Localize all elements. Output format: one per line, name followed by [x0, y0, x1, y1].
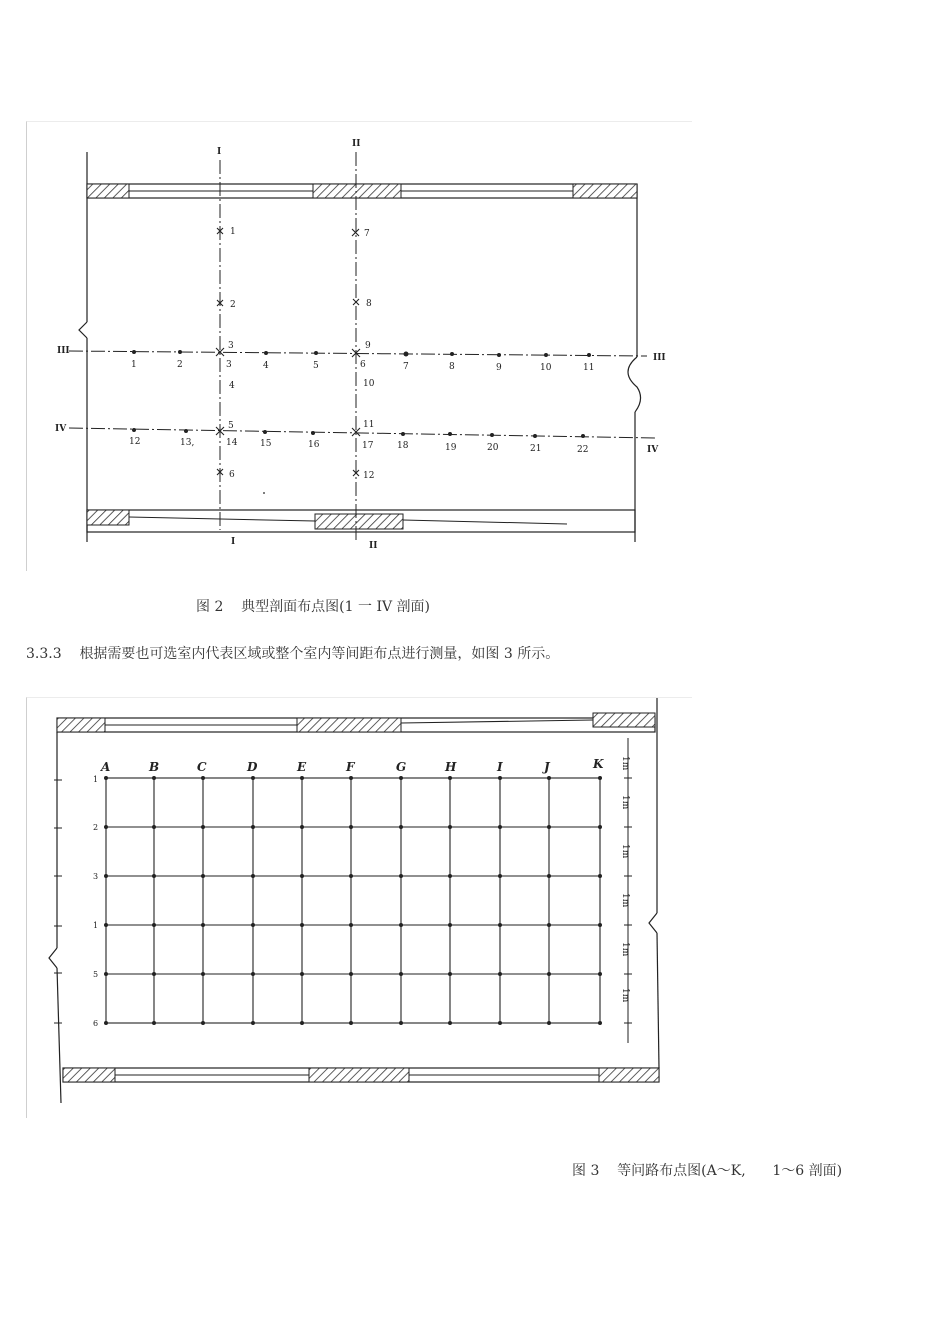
grid-point: [152, 923, 156, 927]
row-label: 2: [93, 823, 99, 832]
measurement-grid: [106, 778, 600, 1023]
grid-point: [399, 874, 403, 878]
grid-point: [448, 825, 452, 829]
grid-point: [152, 972, 156, 976]
left-break-mark: [49, 948, 57, 968]
grid-point: [104, 825, 108, 829]
grid-point: [349, 1021, 353, 1025]
grid-point: [104, 972, 108, 976]
point-marker: [311, 431, 315, 435]
grid-point: [104, 874, 108, 878]
point-label: 11: [363, 420, 375, 430]
right-wall-lower: [657, 933, 659, 1068]
point-label: 11: [583, 363, 595, 373]
point-marker: [264, 351, 268, 355]
column-labels: [100, 757, 604, 774]
point-label: 18: [397, 441, 409, 451]
grid-point: [498, 923, 502, 927]
grid-point: [547, 1021, 551, 1025]
grid-point: [598, 1021, 602, 1025]
point-label: 4: [229, 381, 235, 391]
grid-point: [547, 874, 551, 878]
grid-point: [349, 972, 353, 976]
point-label: 9: [365, 341, 371, 351]
paragraph-number: 3.3.3: [26, 646, 62, 662]
row-label: 6: [93, 1019, 99, 1028]
figure-3-caption: [572, 1160, 842, 1180]
point-marker: [314, 351, 318, 355]
point-label: 6: [229, 470, 235, 480]
section-label-iv-right: IV: [647, 445, 659, 455]
point-label: 16: [308, 440, 320, 450]
grid-point: [349, 825, 353, 829]
grid-point: [498, 1021, 502, 1025]
grid-points: [104, 776, 602, 1025]
point-label: 10: [540, 363, 552, 373]
point-marker: [581, 434, 585, 438]
grid-point: [498, 776, 502, 780]
grid-point: [104, 923, 108, 927]
column-label: C: [197, 760, 207, 774]
grid-point: [598, 923, 602, 927]
top-wall-band: [57, 713, 655, 732]
grid-point: [201, 776, 205, 780]
grid-point: [300, 776, 304, 780]
point-label: 10: [363, 379, 375, 389]
grid-point: [300, 923, 304, 927]
bottom-wall-band: [63, 1068, 659, 1082]
point-label: 12: [363, 471, 375, 481]
figure-3-drawing: [27, 698, 692, 1118]
point-label: 2: [177, 360, 183, 370]
grid-point: [448, 1021, 452, 1025]
grid-point: [547, 972, 551, 976]
spacing-label: 1m: [620, 893, 630, 908]
column-label: F: [346, 760, 355, 774]
grid-point: [152, 1021, 156, 1025]
figure-2-caption-text: 典型剖面布点图(1 一 IV 剖面): [241, 599, 430, 615]
point-marker: [533, 434, 537, 438]
point-marker: [132, 428, 136, 432]
point-label: 5: [228, 421, 234, 431]
point-label: 14: [226, 438, 238, 448]
spacing-label: 1m: [620, 795, 630, 810]
grid-point: [448, 972, 452, 976]
grid-point: [547, 776, 551, 780]
section-label-iii-right: III: [653, 353, 666, 363]
grid-point: [152, 874, 156, 878]
grid-point: [598, 972, 602, 976]
left-wall-lower: [57, 968, 61, 1103]
point-marker: [184, 429, 188, 433]
point-marker: [490, 433, 494, 437]
figure-3-equal-spacing-layout: [26, 697, 692, 1118]
figure-2-typical-section-layout: [26, 121, 692, 571]
column-label: H: [445, 760, 457, 774]
grid-point: [251, 1021, 255, 1025]
grid-point: [201, 923, 205, 927]
figure-3-caption-suffix: 1～6 剖面): [772, 1163, 843, 1179]
grid-point: [300, 972, 304, 976]
point-label: 3: [228, 341, 234, 351]
point-label: 7: [403, 362, 409, 372]
section-label-iv-left: IV: [55, 424, 67, 434]
paragraph-text: 根据需要也可选室内代表区域或整个室内等间距布点进行测量，如图 3 所示。: [79, 646, 560, 662]
column-label: K: [593, 757, 604, 771]
grid-point: [399, 776, 403, 780]
point-label: 12: [129, 437, 141, 447]
grid-point: [399, 1021, 403, 1025]
grid-point: [448, 776, 452, 780]
spacing-label: 1m: [620, 942, 630, 957]
grid-point: [349, 874, 353, 878]
grid-point: [251, 972, 255, 976]
grid-point: [300, 874, 304, 878]
grid-point: [547, 825, 551, 829]
grid-point: [498, 874, 502, 878]
point-label: 17: [362, 441, 374, 451]
grid-point: [598, 776, 602, 780]
paragraph-3-3-3: [26, 643, 559, 663]
row-labels: [93, 775, 98, 1028]
grid-point: [251, 923, 255, 927]
grid-point: [300, 825, 304, 829]
point-marker: [401, 432, 405, 436]
point-marker: [404, 352, 409, 357]
grid-point: [399, 825, 403, 829]
row-iv-points: [129, 428, 588, 455]
point-label: 4: [263, 361, 269, 371]
point-marker: [450, 352, 454, 356]
column-label: I: [497, 760, 503, 774]
figure-3-caption-text: 等问路布点图(A～K,: [617, 1163, 746, 1179]
grid-point: [251, 776, 255, 780]
section-label-ii-bottom: II: [369, 541, 378, 551]
grid-point: [598, 874, 602, 878]
grid-point: [152, 776, 156, 780]
figure-2-caption: [196, 596, 430, 616]
point-marker: [448, 432, 452, 436]
spacing-label: 1m: [620, 988, 630, 1003]
section-label-i-bottom: I: [231, 537, 236, 547]
spacing-label: 1m: [620, 844, 630, 859]
point-marker: [178, 350, 182, 354]
grid-point: [498, 825, 502, 829]
column-label: E: [297, 760, 307, 774]
right-break-mark: [628, 357, 641, 412]
grid-point: [104, 776, 108, 780]
figure-2-drawing: [27, 122, 692, 571]
column-label: J: [544, 760, 550, 774]
column-label: B: [149, 760, 160, 774]
grid-point: [547, 923, 551, 927]
point-label: 5: [313, 361, 319, 371]
grid-point: [201, 874, 205, 878]
grid-point: [201, 1021, 205, 1025]
grid-point: [152, 825, 156, 829]
point-marker: [132, 350, 136, 354]
figure-2-caption-number: 图 2: [196, 599, 224, 615]
point-marker: [544, 353, 548, 357]
grid-point: [448, 923, 452, 927]
grid-point: [201, 825, 205, 829]
point-label: 7: [364, 229, 370, 239]
point-label: 19: [445, 443, 457, 453]
point-label: 2: [230, 300, 236, 310]
point-label: 15: [260, 439, 272, 449]
right-break-mark: [649, 913, 657, 933]
grid-point: [598, 825, 602, 829]
cross-marker: [353, 299, 359, 305]
point-label: 21: [530, 444, 542, 454]
grid-point: [300, 1021, 304, 1025]
speck: [263, 492, 265, 494]
point-marker: [263, 430, 267, 434]
figure-3-caption-number: 图 3: [572, 1163, 600, 1179]
section-label-iii-left: III: [57, 346, 70, 356]
section-label-ii-top: II: [352, 139, 361, 149]
row-label: 1: [93, 921, 99, 930]
grid-point: [448, 874, 452, 878]
point-label: 6: [360, 360, 366, 370]
grid-point: [498, 972, 502, 976]
column-label: A: [101, 760, 111, 774]
row-label: 5: [93, 970, 99, 979]
point-label: 1: [230, 227, 236, 237]
point-label: 20: [487, 443, 499, 453]
point-label: 9: [496, 363, 502, 373]
grid-point: [251, 825, 255, 829]
spacing-label: 1m: [620, 756, 630, 771]
bottom-wall-band: [87, 510, 635, 532]
section-label-i-top: I: [217, 147, 222, 157]
grid-point: [251, 874, 255, 878]
point-marker: [587, 353, 591, 357]
point-label: 8: [449, 362, 455, 372]
point-label: 13,: [180, 438, 195, 448]
row-label: 3: [93, 872, 99, 881]
grid-point: [399, 972, 403, 976]
grid-point: [104, 1021, 108, 1025]
top-wall-band: [87, 184, 637, 198]
left-break-mark: [79, 322, 87, 338]
point-label: 22: [577, 445, 589, 455]
point-label: 3: [226, 360, 232, 370]
grid-point: [399, 923, 403, 927]
grid-point: [349, 776, 353, 780]
row-label: 1: [93, 775, 99, 784]
grid-point: [349, 923, 353, 927]
point-label: 8: [366, 299, 372, 309]
grid-point: [201, 972, 205, 976]
column-label: D: [247, 760, 258, 774]
point-label: 1: [131, 360, 137, 370]
point-marker: [497, 353, 501, 357]
column-label: G: [396, 760, 407, 774]
